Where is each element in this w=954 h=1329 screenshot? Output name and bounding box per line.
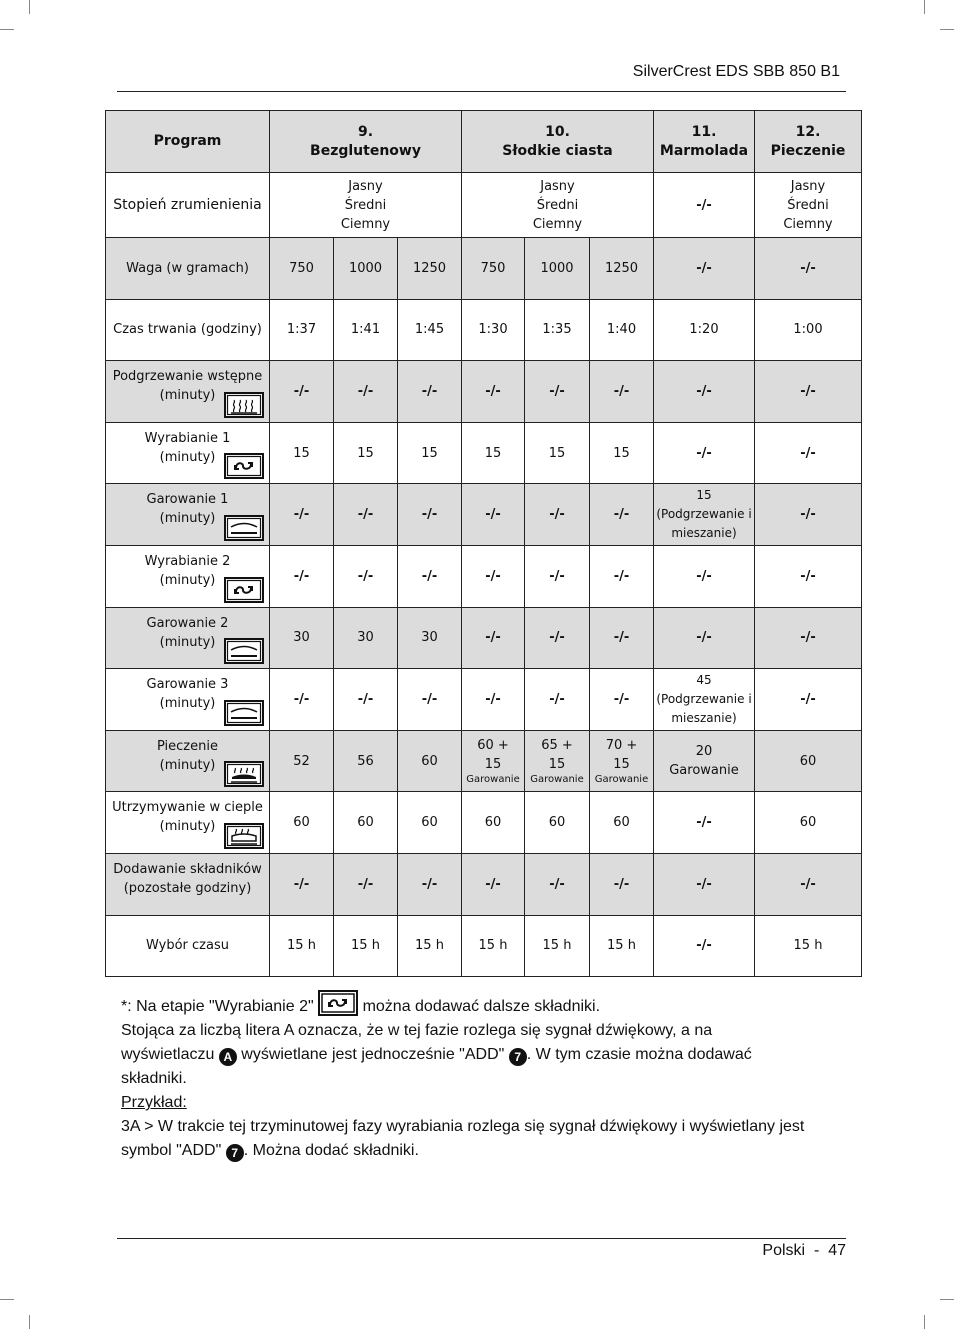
table-cell: 60 — [398, 792, 462, 854]
table-row — [106, 545, 862, 607]
table-cell: -/- — [334, 361, 398, 423]
table-cell: -/- — [654, 422, 755, 484]
table-cell: 15 h — [270, 915, 334, 977]
badge-7: 7 — [226, 1144, 244, 1162]
table-cell: -/- — [525, 545, 590, 607]
crop-mark — [940, 29, 954, 30]
table-cell: 30 — [398, 607, 462, 669]
table-cell: -/- — [755, 484, 862, 546]
table-cell: 15 — [270, 422, 334, 484]
table-row — [106, 607, 862, 669]
browning-levels-9: Jasny Średni Ciemny — [270, 173, 462, 238]
table-row-browning — [106, 173, 862, 238]
rise-icon — [224, 515, 264, 541]
table-cell: -/- — [270, 361, 334, 423]
table-cell: 60 — [755, 792, 862, 854]
table-cell: 56 — [334, 730, 398, 792]
table-cell: -/- — [525, 669, 590, 731]
table-cell: -/- — [462, 669, 525, 731]
header-program-10: 10. Słodkie ciasta — [462, 111, 654, 173]
table-cell: -/- — [462, 484, 525, 546]
table-cell: 15 h — [755, 915, 862, 977]
table-cell: 15 h — [525, 915, 590, 977]
table-cell: -/- — [525, 853, 590, 915]
table-cell: 60 — [525, 792, 590, 854]
row-label: Garowanie 2 (minuty) — [106, 607, 270, 669]
table-cell: 30 — [334, 607, 398, 669]
table-row — [106, 484, 862, 546]
table-cell: -/- — [590, 669, 654, 731]
table-cell: -/- — [755, 238, 862, 300]
table-row — [106, 730, 862, 792]
table-cell: -/- — [270, 853, 334, 915]
table-cell: 1250 — [590, 238, 654, 300]
table-cell: 1:20 — [654, 299, 755, 361]
crop-mark — [924, 0, 925, 14]
table-cell: 15 — [525, 422, 590, 484]
header-program: Program — [106, 111, 270, 173]
keep-warm-icon — [224, 823, 264, 849]
table-cell: -/- — [755, 607, 862, 669]
table-cell: -/- — [654, 545, 755, 607]
table-cell: -/- — [590, 607, 654, 669]
row-label: Wyrabianie 1 (minuty) — [106, 422, 270, 484]
footer-rule — [117, 1238, 846, 1239]
table-cell: 60 + 15 Garowanie — [462, 730, 525, 792]
row-label: Garowanie 1 (minuty) — [106, 484, 270, 546]
table-cell: -/- — [334, 545, 398, 607]
browning-levels-10: Jasny Średni Ciemny — [462, 173, 654, 238]
table-cell: 15 h — [590, 915, 654, 977]
table-cell: 750 — [270, 238, 334, 300]
row-label: Stopień zrumienienia — [106, 173, 270, 238]
header-program-12: 12. Pieczenie — [755, 111, 862, 173]
table-cell: -/- — [590, 484, 654, 546]
header-program-9: 9. Bezglutenowy — [270, 111, 462, 173]
table-cell: 60 — [590, 792, 654, 854]
row-label: Garowanie 3 (minuty) — [106, 669, 270, 731]
header-rule — [117, 91, 846, 92]
program-table — [105, 110, 862, 977]
table-header-row — [106, 111, 862, 173]
table-cell: 1:40 — [590, 299, 654, 361]
table-cell: 1:45 — [398, 299, 462, 361]
table-cell: 65 + 15 Garowanie — [525, 730, 590, 792]
row-label: Pieczenie (minuty) — [106, 730, 270, 792]
table-cell: 1:30 — [462, 299, 525, 361]
table-cell: -/- — [398, 853, 462, 915]
notes: *: Na etapie "Wyrabianie 2" można dodawać dalsze składniki. Stojąca za liczbą litera A oznacza, że w tej fazie rozlega się sygnał dźwiękowy, a na wyświetlaczu A wyświetlane jest jednocześnie "ADD" 7 . W tym czasie można dodawać składniki. Przykład: 3A > W trakcie tej trzyminutowej fazy wyrabiania rozlega się sygnał dźwiękowy i wyświetlany jest symbol "ADD" 7 . Można dodać składniki. — [121, 990, 851, 1163]
footer-page-number: Polski - 47 — [762, 1242, 846, 1259]
table-cell: -/- — [270, 669, 334, 731]
table-cell: 60 — [755, 730, 862, 792]
row-label: Wyrabianie 2 (minuty) — [106, 545, 270, 607]
knead-icon — [224, 577, 264, 603]
table-cell: 52 — [270, 730, 334, 792]
table-row — [106, 853, 862, 915]
table-cell: -/- — [334, 669, 398, 731]
table-row — [106, 915, 862, 977]
row-label: Utrzymywanie w cieple (minuty) — [106, 792, 270, 854]
browning-none-11: -/- — [654, 173, 755, 238]
table-cell: 45 (Podgrzewanie i mieszanie) — [654, 669, 755, 731]
knead-icon — [318, 990, 358, 1016]
table-cell: 750 — [462, 238, 525, 300]
table-cell: -/- — [755, 669, 862, 731]
table-cell: -/- — [334, 484, 398, 546]
table-cell: -/- — [462, 361, 525, 423]
table-cell: -/- — [334, 853, 398, 915]
row-label: Wybór czasu — [106, 915, 270, 977]
crop-mark — [924, 1315, 925, 1329]
rise-icon — [224, 700, 264, 726]
table-cell: 70 + 15 Garowanie — [590, 730, 654, 792]
table-cell: -/- — [654, 361, 755, 423]
table-row — [106, 361, 862, 423]
table-cell: 1:37 — [270, 299, 334, 361]
table-cell: 30 — [270, 607, 334, 669]
table-row — [106, 792, 862, 854]
preheat-icon — [224, 392, 264, 418]
table-cell: -/- — [525, 484, 590, 546]
table-cell: -/- — [755, 361, 862, 423]
table-cell: -/- — [654, 915, 755, 977]
table-cell: -/- — [270, 484, 334, 546]
bake-icon — [224, 761, 264, 787]
crop-mark — [0, 1299, 14, 1300]
table-cell: -/- — [590, 545, 654, 607]
knead-icon — [224, 453, 264, 479]
table-cell: -/- — [590, 853, 654, 915]
table-cell: 15 h — [462, 915, 525, 977]
badge-a: A — [219, 1048, 237, 1066]
rise-icon — [224, 638, 264, 664]
table-cell: -/- — [270, 545, 334, 607]
table-cell: -/- — [654, 607, 755, 669]
table-cell: 15 h — [334, 915, 398, 977]
table-cell: 1:41 — [334, 299, 398, 361]
table-row — [106, 669, 862, 731]
table-cell: 15 — [334, 422, 398, 484]
table-cell: 1250 — [398, 238, 462, 300]
badge-7: 7 — [509, 1048, 527, 1066]
table-cell: 15 — [462, 422, 525, 484]
table-cell: -/- — [398, 484, 462, 546]
table-row — [106, 299, 862, 361]
table-cell: -/- — [462, 607, 525, 669]
table-cell: 1000 — [525, 238, 590, 300]
table-cell: 60 — [270, 792, 334, 854]
crop-mark — [29, 0, 30, 14]
table-cell: 20 Garowanie — [654, 730, 755, 792]
crop-mark — [0, 29, 14, 30]
row-label: Dodawanie składników (pozostałe godziny) — [106, 853, 270, 915]
row-label: Czas trwania (godziny) — [106, 299, 270, 361]
table-cell: 60 — [334, 792, 398, 854]
table-row — [106, 422, 862, 484]
crop-mark — [29, 1315, 30, 1329]
table-row — [106, 238, 862, 300]
table-cell: 60 — [398, 730, 462, 792]
table-cell: -/- — [755, 853, 862, 915]
table-cell: -/- — [755, 545, 862, 607]
browning-levels-12: Jasny Średni Ciemny — [755, 173, 862, 238]
table-cell: 60 — [462, 792, 525, 854]
table-cell: 15 h — [398, 915, 462, 977]
table-cell: 1000 — [334, 238, 398, 300]
table-cell: -/- — [590, 361, 654, 423]
table-cell: 1:00 — [755, 299, 862, 361]
table-cell: -/- — [755, 422, 862, 484]
table-cell: 1:35 — [525, 299, 590, 361]
table-cell: -/- — [525, 361, 590, 423]
table-cell: -/- — [654, 853, 755, 915]
header-program-11: 11. Marmolada — [654, 111, 755, 173]
crop-mark — [940, 1299, 954, 1300]
table-cell: -/- — [398, 361, 462, 423]
table-cell: -/- — [525, 607, 590, 669]
row-label: Waga (w gramach) — [106, 238, 270, 300]
table-cell: 15 (Podgrzewanie i mieszanie) — [654, 484, 755, 546]
table-cell: -/- — [654, 792, 755, 854]
table-cell: 15 — [398, 422, 462, 484]
table-cell: 15 — [590, 422, 654, 484]
table-cell: -/- — [398, 669, 462, 731]
table-cell: -/- — [462, 545, 525, 607]
table-cell: -/- — [462, 853, 525, 915]
table-cell: -/- — [398, 545, 462, 607]
row-label: Podgrzewanie wstępne (minuty) — [106, 361, 270, 423]
table-cell: -/- — [654, 238, 755, 300]
header-title: SilverCrest EDS SBB 850 B1 — [632, 63, 840, 80]
